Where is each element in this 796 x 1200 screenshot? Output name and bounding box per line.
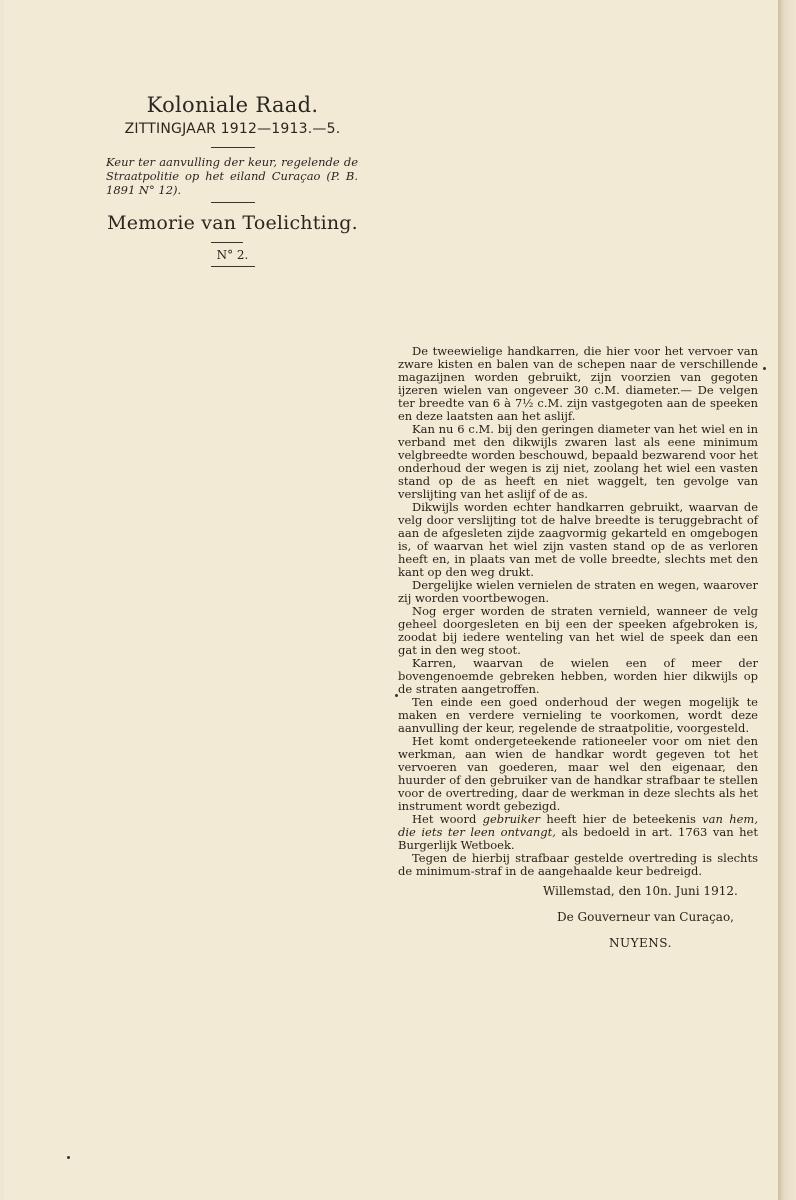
place-date: Willemstad, den 10n. Juni 1912. xyxy=(543,884,738,898)
decree-subtitle: Keur ter aanvulling der keur, regelende de Straatpolitie op het eiland Curaçao (P. B. 1891 N° 12). xyxy=(106,155,358,197)
paragraph-9-end: als bedoeld in art. 1763 van het Burgerlijk Wetboek. xyxy=(398,825,758,852)
paragraph-4: Dergelijke wielen vernielen de straten en wegen, waarover zij worden voortbewogen. xyxy=(398,578,758,605)
term-gebruiker: gebruiker xyxy=(482,812,541,826)
divider-4 xyxy=(211,266,255,267)
divider-2 xyxy=(211,202,255,203)
ink-speck xyxy=(763,367,766,370)
document-number: N° 2. xyxy=(216,248,249,262)
paragraph-9-mid: heeft hier de beteekenis xyxy=(540,812,703,826)
council-title: Koloniale Raad. xyxy=(146,93,319,117)
divider-1 xyxy=(211,147,255,148)
paragraph-2: Kan nu 6 c.M. bij den geringen diameter van het wiel en in verband met den dikwijls zwaren last als eene minimum velgbreedte worden beschouwd, bepaald bezwarend voor het onderhoud der wegen is zij niet, zoolang het wiel een vasten stand op de as heeft en niet waggelt, ten gevolge van verslijting van het aslijf of de as. xyxy=(398,422,758,501)
paragraph-9-start: Het woord xyxy=(412,812,483,826)
paragraph-5: Nog erger worden de straten vernield, wanneer de velg geheel doorgesleten en bij een der speeken afgebroken is, zoodat bij iedere wenteling van het wiel de speek dan een gat in den weg stoot. xyxy=(398,604,758,657)
paragraph-3: Dikwijls worden echter handkarren gebruikt, waarvan de velg door verslijting tot de halve breedte is teruggebracht of aan de afgesleten zijde zaagvormig gekarteld en omgebogen is, of waarvan het wiel zijn vasten stand op de as verloren heeft en, in plaats van met de volle breedte, slechts met den kant op den weg drukt. xyxy=(398,500,758,579)
paragraph-8: Het komt ondergeteekende rationeeler voor om niet den werkman, aan wien de handkar wordt gegeven tot het vervoeren van goederen, maar wel den eigenaar, den huurder of den gebruiker van de handkar strafbaar te stellen voor de overtreding, daar de werkman in deze slechts als het instrument wordt gebezigd. xyxy=(398,734,758,813)
paragraph-9 xyxy=(398,813,758,852)
divider-3 xyxy=(211,242,243,243)
paragraph-1: De tweewielige handkarren, die hier voor het vervoer van zware kisten en balen van de schepen naar de verschillende magazijnen worden gebruikt, zijn voorzien van gegoten ijzeren wielen van ongeveer 30 c.M. diameter.— De velgen ter breedte van 6 à 7½ c.M. zijn vastgegoten aan de speeken en deze laatsten aan het aslijf. xyxy=(398,344,758,423)
signatory-name: NUYENS. xyxy=(609,936,672,950)
paragraph-10: Tegen de hierbij strafbaar gestelde overtreding is slechts de minimum-straf in de aangehaalde keur bedreigd. xyxy=(398,851,758,878)
paragraph-6: Karren, waarvan de wielen een of meer der bovengenoemde gebreken hebben, worden hier dikwijls op de straten aangetroffen. xyxy=(398,656,758,696)
explanatory-text xyxy=(398,345,758,878)
ink-speck xyxy=(395,694,398,697)
ink-speck xyxy=(67,1156,70,1159)
signatory-office: De Gouverneur van Curaçao, xyxy=(557,910,734,924)
session-year: ZITTINGJAAR 1912—1913.—5. xyxy=(124,121,341,137)
paper-edge xyxy=(778,0,796,1200)
document-heading: Memorie van Toelichting. xyxy=(107,212,358,234)
definition-italic: van hem, die iets ter leen ontvangt, xyxy=(398,812,758,839)
paragraph-7: Ten einde een goed onderhoud der wegen mogelijk te maken en verdere vernieling te voorkomen, wordt deze aanvulling der keur, regelende de straatpolitie, voorgesteld. xyxy=(398,695,758,735)
